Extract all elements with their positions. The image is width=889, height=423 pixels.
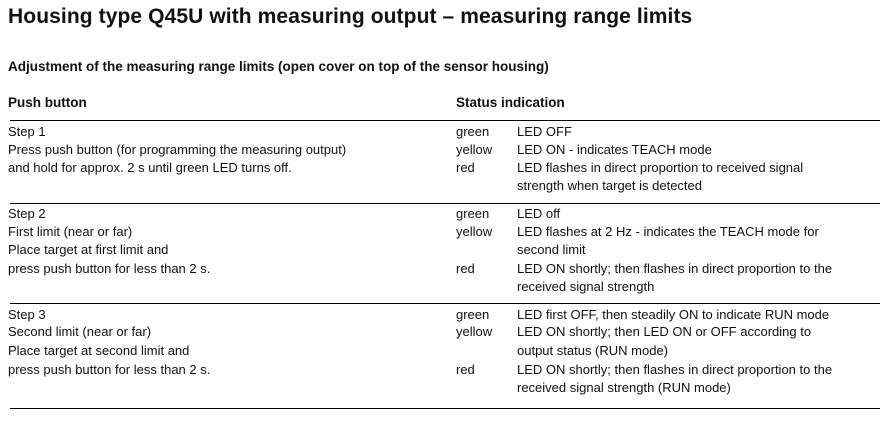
step2-status-text: LED off — [517, 206, 561, 221]
step2-line: First limit (near or far) — [8, 224, 133, 239]
step2-title: Step 2 — [8, 206, 46, 221]
step2-status-text: received signal strength — [517, 279, 655, 294]
header-status-indication: Status indication — [456, 95, 565, 110]
step3-status-text: received signal strength (RUN mode) — [517, 380, 731, 395]
page-title: Housing type Q45U with measuring output – measuring range limits — [8, 5, 693, 28]
step3-line: Place target at second limit and — [8, 343, 190, 358]
step1-line: and hold for approx. 2 s until green LED turns off. — [8, 160, 292, 175]
step2-status-text: LED flashes at 2 Hz - indicates the TEACH mode for — [517, 224, 819, 239]
divider-line — [10, 203, 880, 204]
step3-color-green: green — [456, 307, 490, 322]
divider-line — [10, 120, 880, 121]
step2-line: press push button for less than 2 s. — [8, 261, 211, 276]
divider-line — [10, 408, 880, 409]
step3-title: Step 3 — [8, 307, 46, 322]
step2-line: Place target at first limit and — [8, 242, 169, 257]
step2-color-red: red — [456, 261, 475, 276]
section-subtitle: Adjustment of the measuring range limits (open cover on top of the sensor housing) — [8, 59, 549, 74]
step1-status-text: LED flashes in direct proportion to received signal — [517, 160, 804, 175]
step1-color-green: green — [456, 124, 490, 139]
step3-line: press push button for less than 2 s. — [8, 362, 211, 377]
step1-color-red: red — [456, 160, 475, 175]
step1-status-text: strength when target is detected — [517, 178, 703, 193]
step1-line: Press push button (for programming the measuring output) — [8, 142, 347, 157]
step3-color-yellow: yellow — [456, 324, 493, 339]
step3-status-text: LED ON shortly; then LED ON or OFF according to — [517, 324, 812, 339]
step3-color-red: red — [456, 362, 475, 377]
step3-status-text: LED ON shortly; then flashes in direct proportion to the — [517, 362, 833, 377]
step2-status-text: LED ON shortly; then flashes in direct proportion to the — [517, 261, 833, 276]
step1-title: Step 1 — [8, 124, 46, 139]
step2-color-green: green — [456, 206, 490, 221]
step2-status-text: second limit — [517, 242, 586, 257]
step2-color-yellow: yellow — [456, 224, 493, 239]
divider-line — [10, 303, 880, 304]
step1-color-yellow: yellow — [456, 142, 493, 157]
header-push-button: Push button — [8, 95, 87, 110]
step1-status-text: LED ON - indicates TEACH mode — [517, 142, 712, 157]
step3-line: Second limit (near or far) — [8, 324, 152, 339]
step1-status-text: LED OFF — [517, 124, 572, 139]
step3-status-text: LED first OFF, then steadily ON to indicate RUN mode — [517, 307, 830, 322]
step3-status-text: output status (RUN mode) — [517, 343, 669, 358]
